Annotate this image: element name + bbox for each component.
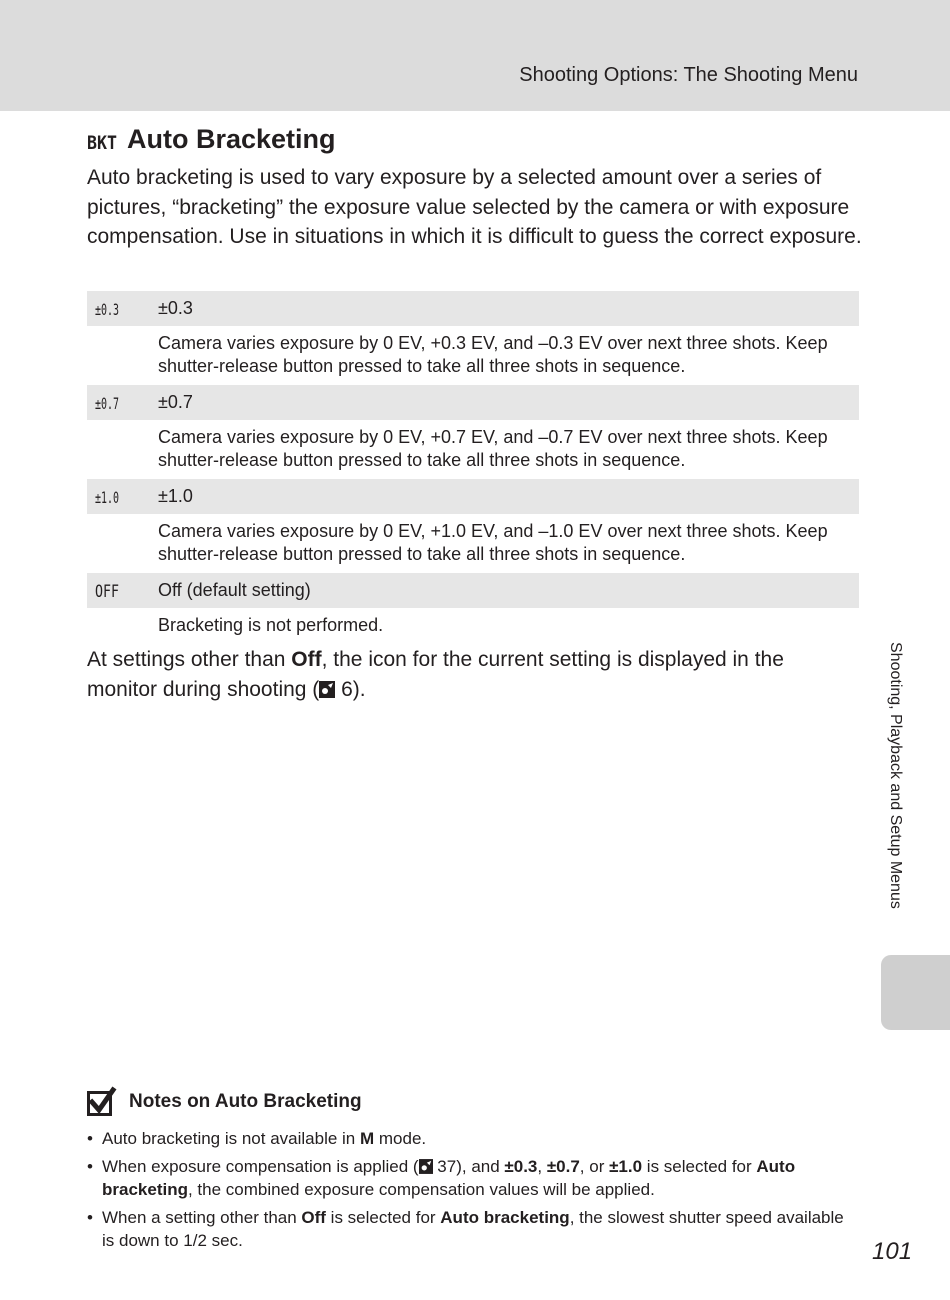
checkmark-icon <box>87 1088 115 1116</box>
bold-run: Off <box>291 648 322 671</box>
bkt-icon <box>87 126 117 154</box>
text-run: , or <box>579 1157 610 1176</box>
text-run: When exposure compensation is applied ( <box>102 1157 419 1176</box>
page-number: 101 <box>872 1238 913 1265</box>
notes-heading <box>87 1088 362 1116</box>
text-run: , the combined exposure compensation values will be applied. <box>187 1180 655 1199</box>
text-run: mode. <box>374 1129 427 1148</box>
side-tab-label: Shooting, Playback and Setup Menus <box>887 642 904 909</box>
bold-run: Auto bracketing <box>440 1208 570 1227</box>
option-label: ±0.7 <box>158 392 193 412</box>
options-table <box>87 291 859 644</box>
bold-run: ±0.3 <box>504 1157 538 1176</box>
notes-title: Notes on Auto Bracketing <box>129 1091 362 1112</box>
text-run: Auto bracketing is not available in <box>102 1129 360 1148</box>
page-header-title: Shooting Options: The Shooting Menu <box>519 64 858 86</box>
text-run: When a setting other than <box>102 1208 302 1227</box>
text-run: 6). <box>335 677 366 701</box>
text-run: , the slowest shutter speed available is down to 1/2 sec. <box>102 1208 844 1250</box>
option-row <box>87 291 859 326</box>
option-description: Camera varies exposure by 0 EV, +0.3 EV, and –0.3 EV over next three shots. Keep shutter-release button pressed to take all three shots in sequence. <box>158 333 828 376</box>
svg-text:BKT: BKT <box>87 131 117 154</box>
page-reference-icon <box>419 1159 433 1174</box>
bold-run: Auto bracketing <box>102 1157 796 1199</box>
off-icon <box>87 580 158 602</box>
section-title <box>87 124 336 155</box>
section-title-text: Auto Bracketing <box>127 124 336 154</box>
bracket-1.0-icon <box>87 486 158 508</box>
bold-run: M <box>360 1129 375 1148</box>
notes-list <box>87 1127 847 1257</box>
page-reference-icon <box>319 681 335 698</box>
text-run: is selected for <box>642 1157 757 1176</box>
text-run: At settings other than <box>87 648 292 671</box>
side-tab <box>881 955 950 1030</box>
option-row <box>87 573 859 608</box>
bracket-0.3-icon <box>87 298 158 320</box>
intro-paragraph: Auto bracketing is used to vary exposure by a selected amount over a series of pictures, “bracketing” the exposure value selected by the camera or with exposure compensation. Use in situations in which it is difficult to guess the correct exposure. <box>87 166 862 248</box>
bold-run: ±1.0 <box>609 1157 643 1176</box>
option-row <box>87 479 859 514</box>
option-label: ±1.0 <box>158 486 193 506</box>
header-band <box>0 0 950 111</box>
svg-text:±0.7: ±0.7 <box>95 393 119 413</box>
text-run: 37), and <box>432 1157 505 1176</box>
text-run: , the icon for the current setting is displayed in the monitor during shooting ( <box>87 648 784 701</box>
svg-text:±1.0: ±1.0 <box>95 487 119 507</box>
svg-text:±0.3: ±0.3 <box>95 299 119 319</box>
list-item <box>87 1155 847 1201</box>
list-item <box>87 1127 847 1150</box>
settings-note-paragraph <box>87 645 847 704</box>
option-description: Camera varies exposure by 0 EV, +0.7 EV, and –0.7 EV over next three shots. Keep shutter-release button pressed to take all three shots in sequence. <box>158 427 828 470</box>
text-run: is selected for <box>325 1208 441 1227</box>
bold-run: Off <box>301 1208 326 1227</box>
option-label: ±0.3 <box>158 298 193 318</box>
list-item <box>87 1206 847 1252</box>
option-description: Camera varies exposure by 0 EV, +1.0 EV, and –1.0 EV over next three shots. Keep shutter-release button pressed to take all three shots in sequence. <box>158 521 828 564</box>
bold-run: ±0.7 <box>546 1157 580 1176</box>
option-label: Off (default setting) <box>158 580 311 600</box>
text-run: , <box>537 1157 547 1176</box>
option-description: Bracketing is not performed. <box>158 615 384 635</box>
svg-text:OFF: OFF <box>95 581 119 602</box>
bracket-0.7-icon <box>87 392 158 414</box>
option-row <box>87 385 859 420</box>
